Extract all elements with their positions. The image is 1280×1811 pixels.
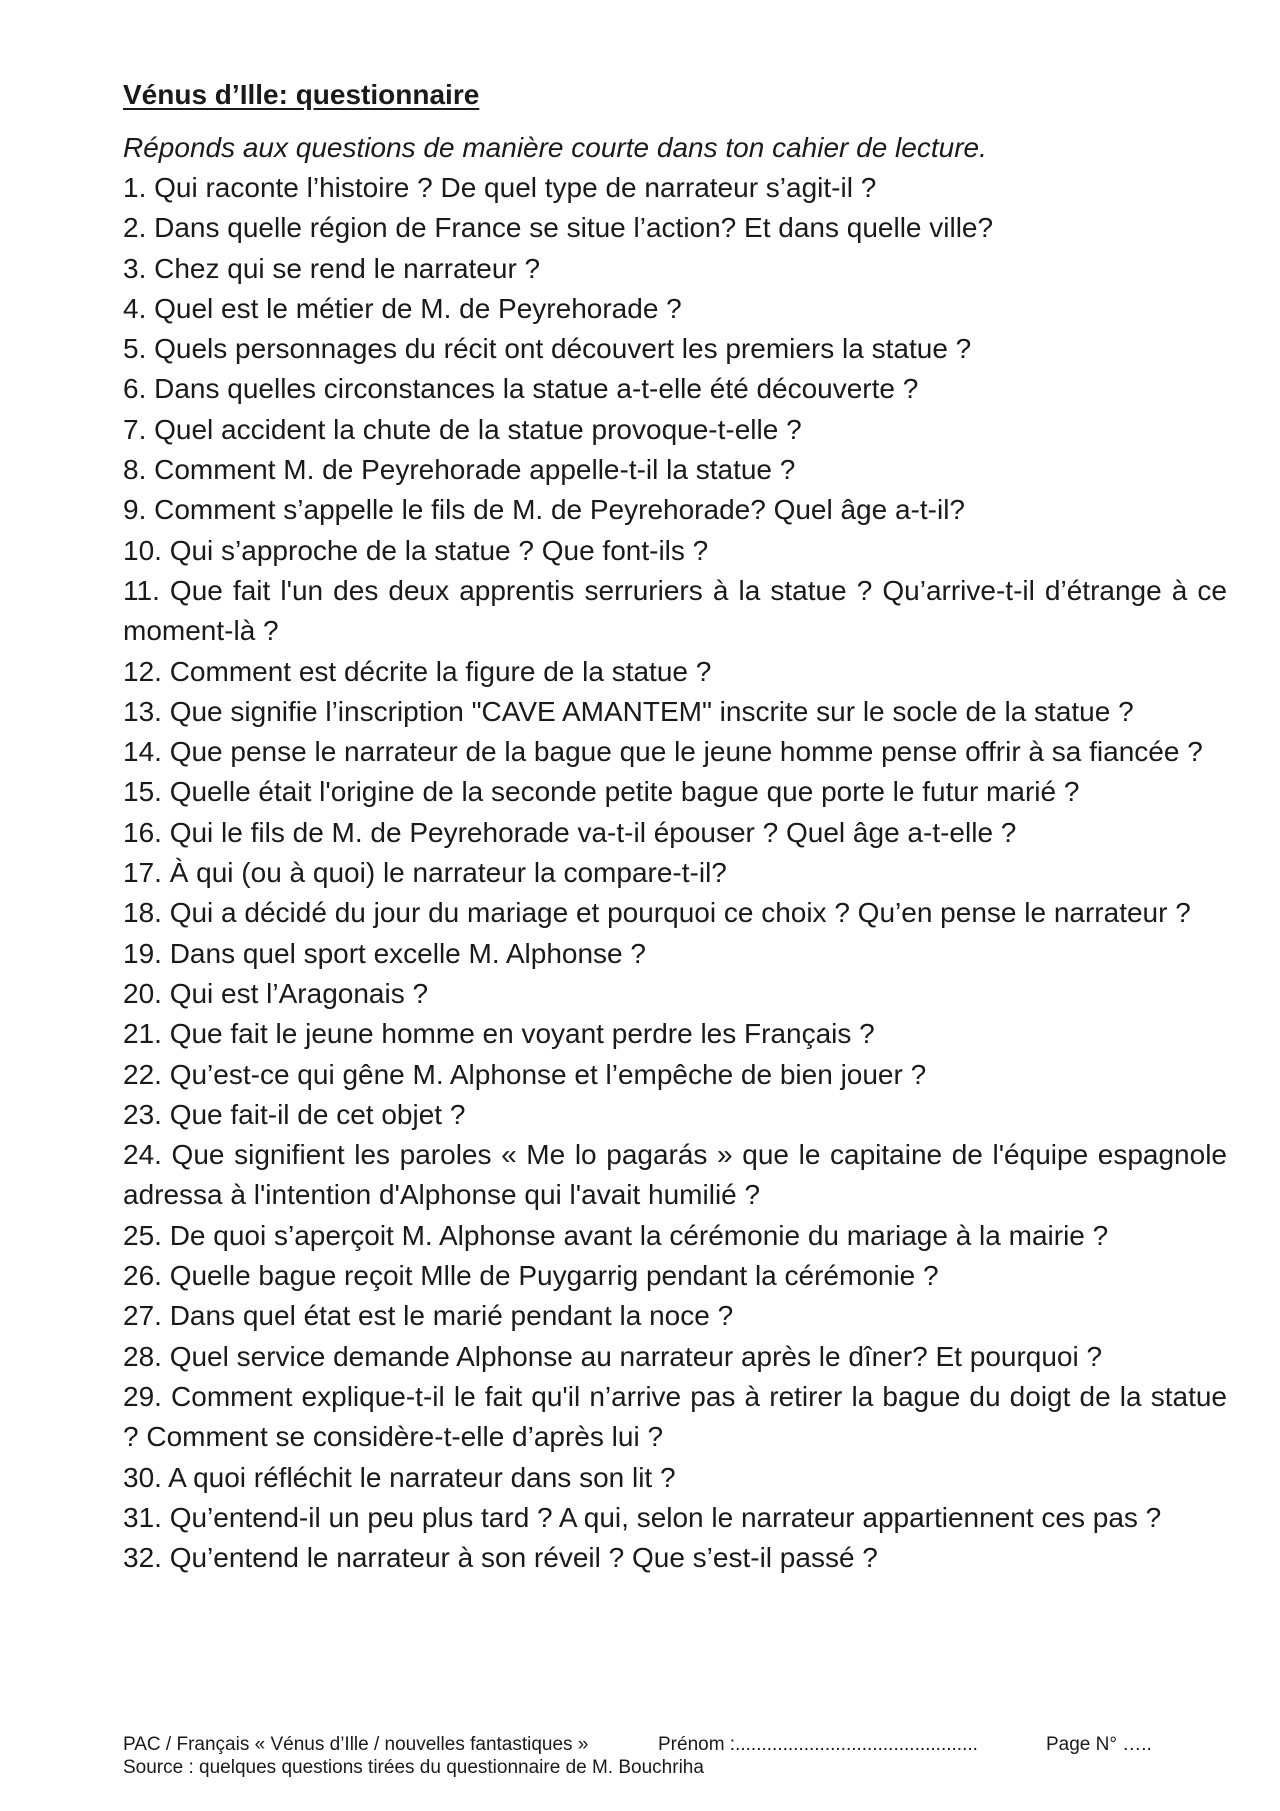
question-17: 17. À qui (ou à quoi) le narrateur la compare-t-il?: [123, 857, 727, 889]
footer-first-name-field: Prénom :..............................................: [658, 1734, 978, 1755]
question-30: 30. A quoi réfléchit le narrateur dans son lit ?: [123, 1461, 676, 1493]
question-8: 8. Comment M. de Peyrehorade appelle-t-il la statue ?: [123, 454, 796, 486]
question-29: 29. Comment explique-t-il le fait qu'il n’arrive pas à retirer la bague du doigt de la statue ? Comment se considère-t-elle d’après lui ?: [123, 1380, 1227, 1453]
question-20: 20. Qui est l’Aragonais ?: [123, 977, 429, 1009]
question-15: 15. Quelle était l'origine de la seconde petite bague que porte le futur marié ?: [123, 776, 1080, 808]
question-13: 13. Que signifie l’inscription "CAVE AMANTEM" inscrite sur le socle de la statue ?: [123, 695, 1134, 727]
question-10: 10. Qui s’approche de la statue ? Que font-ils ?: [123, 534, 709, 566]
question-31: 31. Qu’entend-il un peu plus tard ? A qui, selon le narrateur appartiennent ces pas ?: [123, 1501, 1162, 1533]
question-3: 3. Chez qui se rend le narrateur ?: [123, 252, 541, 284]
footer-course: PAC / Français « Vénus d’Ille / nouvelles fantastiques »: [123, 1734, 589, 1755]
question-1: 1. Qui raconte l’histoire ? De quel type de narrateur s’agit-il ?: [123, 172, 877, 203]
question-9: 9. Comment s’appelle le fils de M. de Peyrehorade? Quel âge a-t-il?: [123, 494, 965, 526]
footer-page-number: Page N° …..: [1046, 1734, 1152, 1755]
question-7: 7. Quel accident la chute de la statue provoque-t-elle ?: [123, 413, 802, 445]
question-14: 14. Que pense le narrateur de la bague que le jeune homme pense offrir à sa fiancée ?: [123, 736, 1203, 768]
footer-row: [123, 1733, 1183, 1756]
question-23: 23. Que fait-il de cet objet ?: [123, 1098, 466, 1130]
instruction-text: Réponds aux questions de manière courte dans ton cahier de lecture.: [123, 132, 987, 163]
question-32: 32. Qu’entend le narrateur à son réveil ? Que s’est-il passé ?: [123, 1542, 878, 1574]
question-19: 19. Dans quel sport excelle M. Alphonse ?: [123, 937, 646, 969]
question-6: 6. Dans quelles circonstances la statue a-t-elle été découverte ?: [123, 373, 919, 405]
question-4: 4. Quel est le métier de M. de Peyrehorade ?: [123, 292, 682, 324]
question-2: 2. Dans quelle région de France se situe l’action? Et dans quelle ville?: [123, 212, 994, 244]
question-24: 24. Que signifient les paroles « Me lo pagarás » que le capitaine de l'équipe espagnole adressa à l'intention d'Alphonse qui l'avait humilié ?: [123, 1139, 1227, 1211]
question-21: 21. Que fait le jeune homme en voyant perdre les Français ?: [123, 1018, 875, 1050]
question-27: 27. Dans quel état est le marié pendant la noce ?: [123, 1300, 734, 1332]
question-18: 18. Qui a décidé du jour du mariage et pourquoi ce choix ? Qu’en pense le narrateur ?: [123, 897, 1191, 929]
question-11: 11. Que fait l'un des deux apprentis serruriers à la statue ? Qu’arrive-t-il d’étrange à ce moment-là ?: [123, 574, 1227, 647]
page-footer: [123, 1733, 1183, 1779]
question-28: 28. Quel service demande Alphonse au narrateur après le dîner? Et pourquoi ?: [123, 1340, 1103, 1372]
question-12: 12. Comment est décrite la figure de la statue ?: [123, 655, 712, 687]
page-title: Vénus d’Ille: questionnaire: [123, 79, 480, 110]
question-26: 26. Quelle bague reçoit Mlle de Puygarrig pendant la cérémonie ?: [123, 1260, 939, 1292]
question-22: 22. Qu’est-ce qui gêne M. Alphonse et l’empêche de bien jouer ?: [123, 1058, 927, 1090]
footer-source: Source : quelques questions tirées du questionnaire de M. Bouchriha: [123, 1757, 704, 1778]
question-list: [123, 168, 1227, 1578]
question-16: 16. Qui le fils de M. de Peyrehorade va-t-il épouser ? Quel âge a-t-elle ?: [123, 816, 1017, 848]
question-25: 25. De quoi s’aperçoit M. Alphonse avant la cérémonie du mariage à la mairie ?: [123, 1219, 1109, 1251]
question-5: 5. Quels personnages du récit ont découvert les premiers la statue ?: [123, 333, 972, 365]
